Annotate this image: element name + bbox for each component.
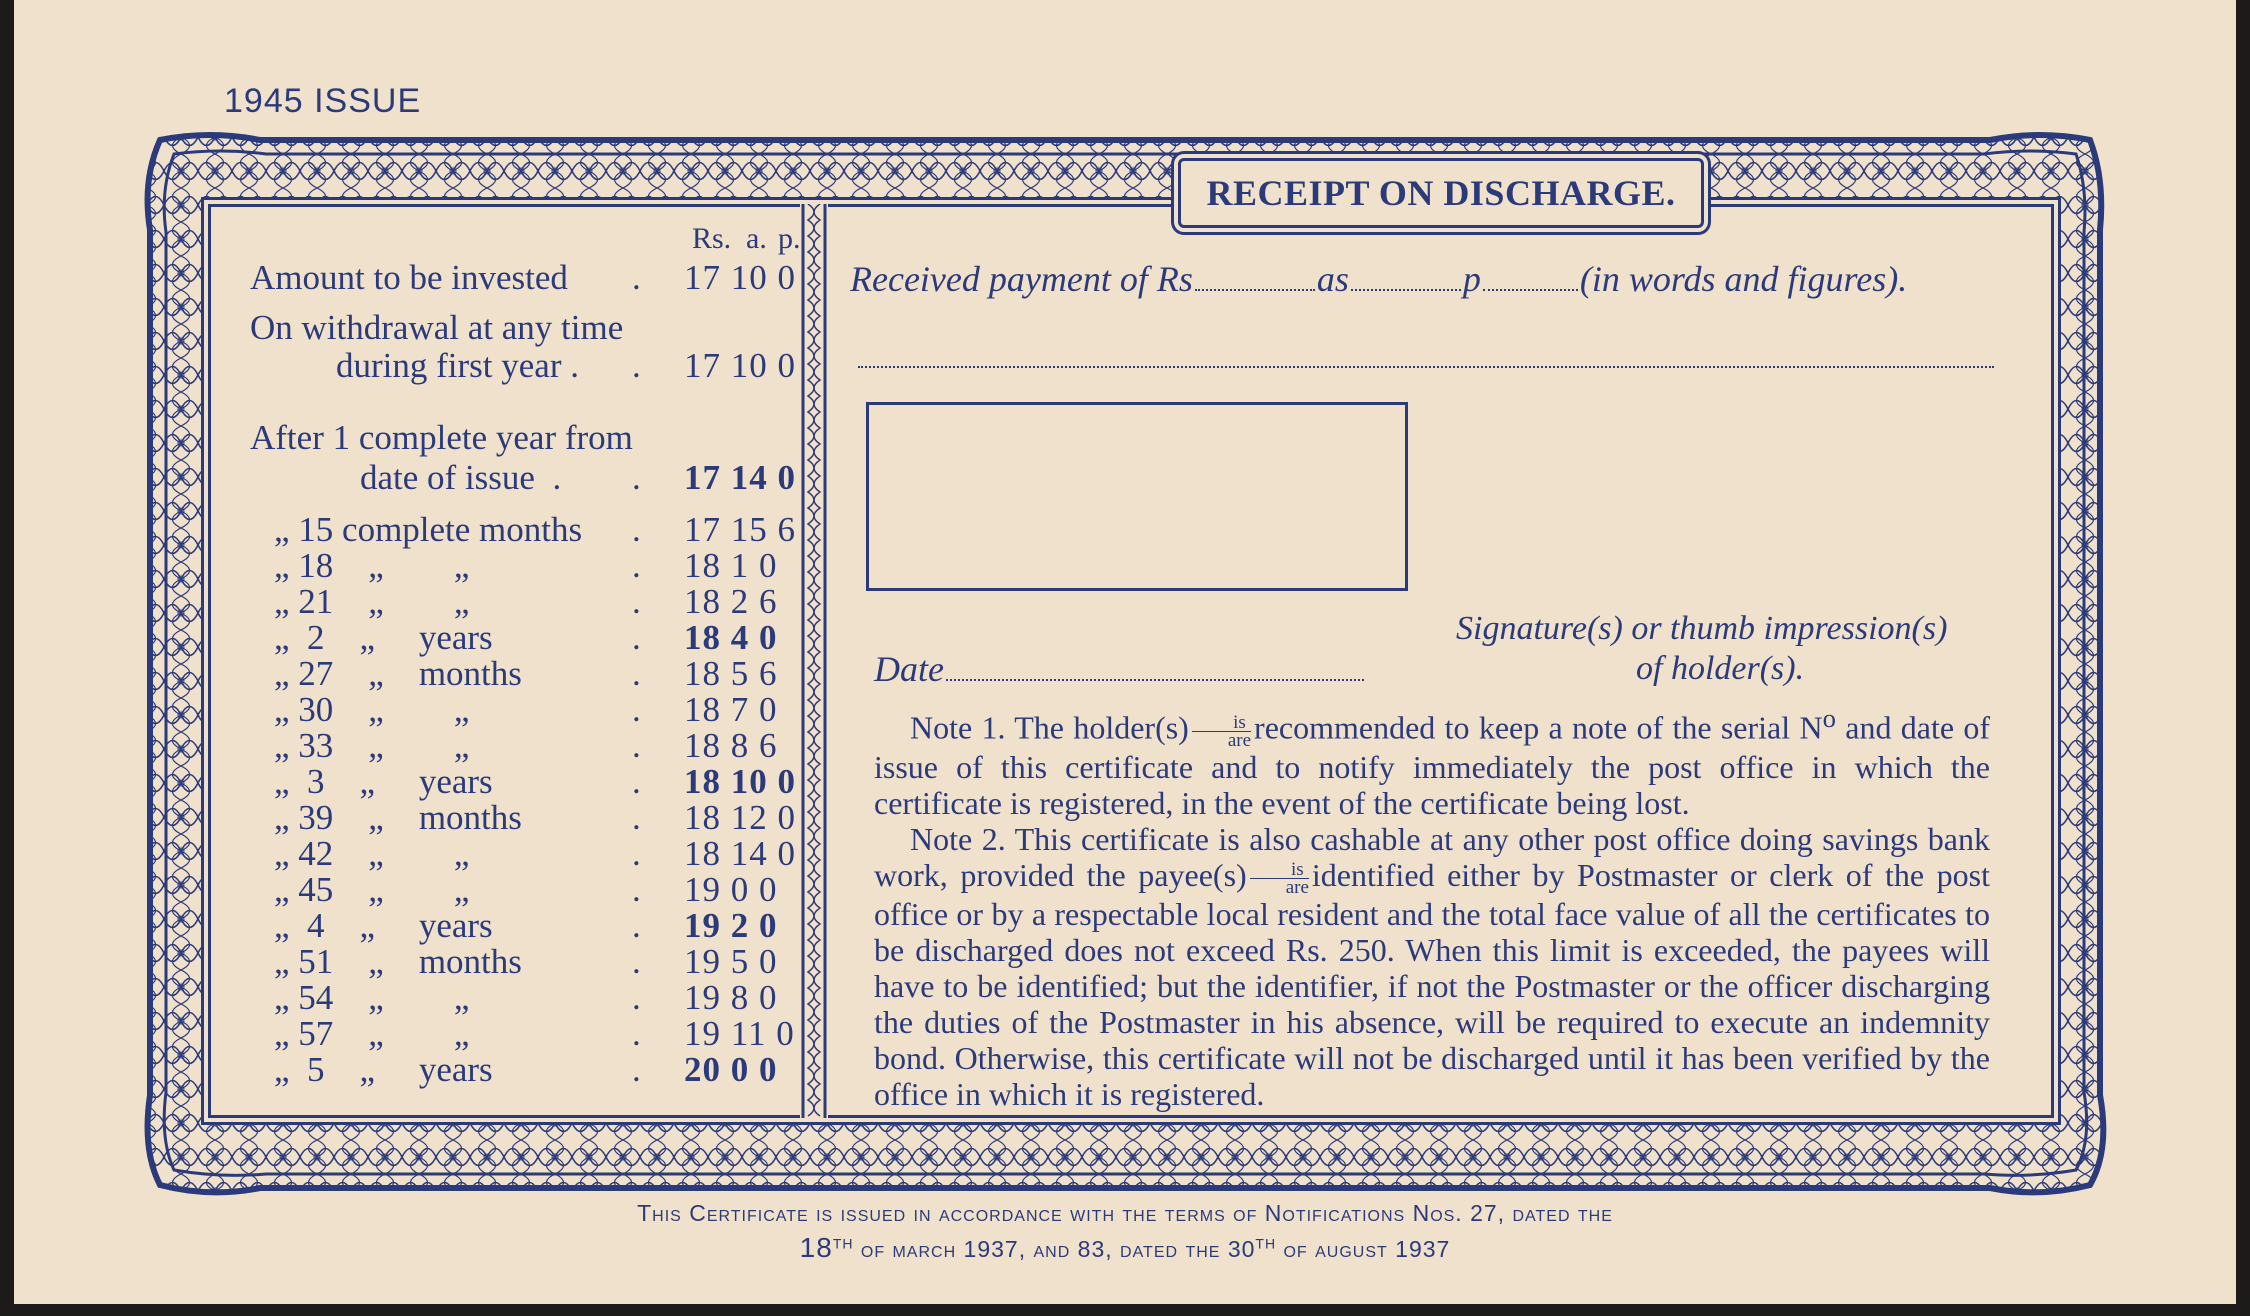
table-row-value: 18 7 0 — [684, 690, 778, 729]
frac-is: is — [1192, 714, 1251, 732]
table-row-dot: . — [632, 546, 641, 585]
date-line — [874, 648, 1366, 690]
table-row-value: 19 11 0 — [684, 1014, 795, 1053]
stamp-box — [866, 402, 1408, 591]
note2-text-a: Note 2. This certificate is also cashable at any other post office doing savings bank work, provided the payee(s) — [874, 820, 1990, 893]
p-blank[interactable] — [1483, 289, 1578, 291]
table-row-value: 18 1 0 — [684, 546, 778, 585]
footer-line-1 — [0, 1200, 2250, 1227]
table-row-label: „ 21 „ „ — [274, 582, 470, 621]
note1-text-c: and date of issue of this certificate and to notify immediately the post office in which the certificate is registered, in the event of the certificate being lost. — [874, 709, 1991, 821]
table-row-label: „ 3 „ years — [274, 762, 493, 801]
col-a: a. — [746, 222, 767, 255]
table-row-label: „ 45 „ „ — [274, 870, 470, 909]
frac-is-2: is — [1250, 861, 1309, 879]
note2-text-b: identified either by Postmaster or clerk of the post office or by a respectable local resident and the total face value of all the certificates to be discharged does not exceed Rs. 250. When this limit is exceeded, the payees will have to be identified; but the identifier, if not the Postmaster or the officer discharging the duties of the Postmaster in his absence, will be required to execute an indemnity bond. Otherwise, this certificate will not be discharged until it has been verified by the office in which it is registered. — [874, 856, 1991, 1112]
rs-blank[interactable] — [1195, 289, 1315, 291]
table-row-value: 18 12 0 — [684, 798, 796, 837]
table-row-label: „ 5 „ years — [274, 1050, 493, 1089]
table-row-label: „ 57 „ „ — [274, 1014, 470, 1053]
date-label: Date — [874, 649, 944, 689]
table-row-dot: . — [632, 346, 641, 385]
table-row-dot: . — [632, 1014, 641, 1053]
table-row-label: date of issue . — [360, 458, 562, 497]
table-row-label: „ 15 complete months — [274, 510, 583, 549]
note-2 — [874, 821, 1990, 1112]
table-row-value: 17 10 0 — [684, 346, 796, 385]
table-row-dot: . — [632, 870, 641, 909]
table-row-value: 19 5 0 — [684, 942, 778, 981]
receipt-title: RECEIPT ON DISCHARGE. — [1178, 158, 1704, 228]
is-are-fraction-2 — [1250, 858, 1309, 898]
table-row-value: 17 15 6 — [684, 510, 796, 549]
table-row-value: 17 10 0 — [684, 258, 796, 297]
p-label: p — [1462, 259, 1481, 299]
footer-th-2: TH — [1255, 1235, 1277, 1252]
table-row-label: „ 27 „ months — [274, 654, 522, 693]
table-row-value: 20 0 0 — [684, 1050, 778, 1089]
col-rs: Rs. — [692, 222, 732, 255]
note1-text-b: recommended to keep a note of the serial N — [1254, 709, 1823, 746]
column-divider — [800, 204, 828, 1118]
table-row-value: 18 14 0 — [684, 834, 796, 873]
frac-are: are — [1227, 729, 1252, 751]
footer-text-2c: of august 1937 — [1276, 1236, 1451, 1262]
table-row-value: 19 0 0 — [684, 870, 778, 909]
table-row-label: „ 33 „ „ — [274, 726, 470, 765]
words-label: (in words and figures). — [1579, 259, 1908, 299]
table-row-label: „ 2 „ years — [274, 618, 493, 657]
table-row-value: 18 2 6 — [684, 582, 778, 621]
table-row-label: „ 42 „ „ — [274, 834, 470, 873]
table-row-label: „ 4 „ years — [274, 906, 493, 945]
table-row-dot: . — [632, 1050, 641, 1089]
table-row-value: 19 2 0 — [684, 906, 778, 945]
table-row-label: On withdrawal at any time — [250, 308, 624, 347]
as-blank[interactable] — [1351, 289, 1461, 291]
table-row-dot: . — [632, 834, 641, 873]
table-row-value: 19 8 0 — [684, 978, 778, 1017]
issue-year: 1945 ISSUE — [224, 82, 422, 120]
signature-line-1: Signature(s) or thumb impression(s) — [1456, 610, 1948, 647]
col-p: p. — [778, 222, 801, 255]
table-row-label: „ 18 „ „ — [274, 546, 470, 585]
table-row-dot: . — [632, 618, 641, 657]
receipt-payment-line — [850, 258, 1907, 300]
footer-text-2b: of march 1937, and 83, dated the 30 — [853, 1236, 1256, 1262]
table-row-label: After 1 complete year from — [250, 418, 633, 457]
frac-are-2: are — [1285, 876, 1309, 898]
table-row-label: „ 39 „ months — [274, 798, 522, 837]
serial-no-sup: o — [1822, 703, 1836, 733]
table-row-dot: . — [632, 942, 641, 981]
table-row-dot: . — [632, 798, 641, 837]
footer-day-1: 18 — [799, 1232, 833, 1263]
table-row-dot: . — [632, 762, 641, 801]
table-row-value: 18 10 0 — [684, 762, 796, 801]
footer-text-1: This Certificate is issued in accordance with the terms of Notifications Nos. 27, dated the — [637, 1200, 1613, 1226]
table-row-dot: . — [632, 582, 641, 621]
date-blank[interactable] — [946, 679, 1364, 681]
table-row-label: during first year . — [336, 346, 579, 385]
table-row-label: „ 54 „ „ — [274, 978, 470, 1017]
table-row-value: 17 14 0 — [684, 458, 796, 497]
table-row-dot: . — [632, 906, 641, 945]
table-row-dot: . — [632, 654, 641, 693]
table-row-dot: . — [632, 978, 641, 1017]
note-1 — [874, 700, 1990, 821]
as-label: as — [1316, 259, 1349, 299]
is-are-fraction — [1192, 711, 1252, 751]
table-row-dot: . — [632, 258, 641, 297]
table-row-value: 18 5 6 — [684, 654, 778, 693]
receipt-second-line[interactable] — [858, 366, 1994, 368]
table-row-dot: . — [632, 690, 641, 729]
note1-text-a: Note 1. The holder(s) — [910, 709, 1189, 746]
table-row-value: 18 8 6 — [684, 726, 778, 765]
table-row-dot: . — [632, 458, 641, 497]
received-label: Received payment of Rs — [850, 259, 1193, 299]
footer-th-1: TH — [832, 1235, 854, 1252]
signature-line-2: of holder(s). — [1636, 650, 1805, 687]
table-row-value: 18 4 0 — [684, 618, 778, 657]
notes — [874, 700, 1990, 1112]
table-row-label: „ 30 „ „ — [274, 690, 470, 729]
table-row-label: Amount to be invested — [250, 258, 568, 297]
table-row-dot: . — [632, 726, 641, 765]
table-row-dot: . — [632, 510, 641, 549]
footer-line-2 — [0, 1232, 2250, 1264]
table-row-label: „ 51 „ months — [274, 942, 522, 981]
